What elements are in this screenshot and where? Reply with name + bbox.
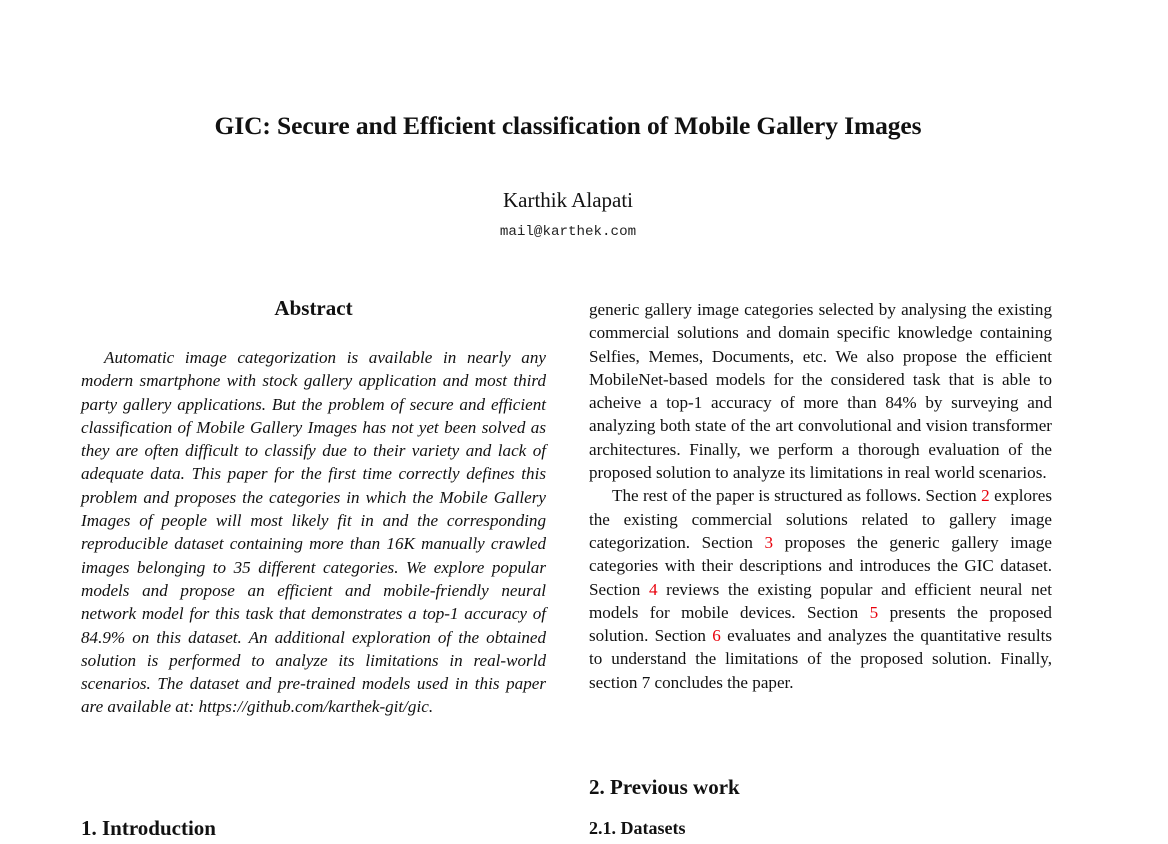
author-name: Karthik Alapati: [502, 188, 634, 212]
para2-text-2: explores the existing commercial solutions related to gallery image categorization. Section: [589, 486, 1052, 552]
author-email: mail@karthek.com: [499, 224, 637, 240]
abstract-text: Automatic image categorization is available in nearly any modern smartphone with stock gallery application and most third party gallery applications. But the problem of secure and efficient classification of Mobile Gallery Images has not yet been solved as they are often difficult to classify due to their variety and lack of adequate data. This paper for the first time correctly defines this problem and proposes the categories in which the Mobile Gallery Images of people will most likely fit in and the corresponding reproducible dataset containing more than 16K manually crawled images belonging to 35 different categories. We explore popular models and propose an efficient and mobile-friendly neural network model for this task that demonstrates a top-1 accuracy of 84.9% on this dataset. An additional exploration of the obtained solution is performed to analyze its limitations in real-world scenarios. The dataset and pre-trained models used in this paper are available at: https://github.com/karthek-git/gic.: [81, 348, 546, 717]
section-ref-4-link[interactable]: 4: [648, 579, 658, 599]
section-ref-2-link[interactable]: 2: [981, 486, 990, 506]
intro-paragraph-1: generic gallery image categories selected by analysing the existing commercial solutions and domain specific knowledge containing Selfies, Memes, Documents, etc. We also propose the efficient MobileNet-based models for the considered task that is able to acheive a top-1 accuracy of more than 84% by surveying and analyzing both state of the art convolutional and vision transformer architectures. Finally, we perform a thorough evaluation of the proposed solution to analyze its limitations in real world scenarios.: [589, 300, 1052, 483]
para2-text-3: proposes the generic gallery image categories with their descriptions and introduces the GIC dataset. Section: [589, 532, 1053, 599]
right-column: [589, 298, 1052, 694]
introduction-heading: 1. Introduction: [81, 816, 216, 840]
para2-text-4: reviews the existing popular and efficient neural net models for mobile devices. Section: [589, 579, 1053, 622]
datasets-subheading: 2.1. Datasets: [589, 818, 686, 838]
para2-text-6: evaluates and analyzes the quantitative results to understand the limitations of the proposed solution. Finally, section 7 concludes the paper.: [589, 626, 1052, 692]
abstract-body: [81, 346, 546, 719]
abstract-heading: Abstract: [274, 296, 353, 320]
para2-text-1: The rest of the paper is structured as follows. Section: [612, 486, 982, 506]
section-ref-5-link[interactable]: 5: [869, 602, 879, 622]
paper-title: GIC: Secure and Efficient classification of Mobile Gallery Images: [214, 111, 922, 140]
para2-text-5: presents the proposed solution. Section: [589, 602, 1052, 646]
intro-paragraph-2: [589, 484, 1052, 694]
section-ref-3-link[interactable]: 3: [764, 532, 774, 552]
previous-work-heading: 2. Previous work: [589, 775, 740, 799]
section-ref-6-link[interactable]: 6: [712, 626, 721, 646]
